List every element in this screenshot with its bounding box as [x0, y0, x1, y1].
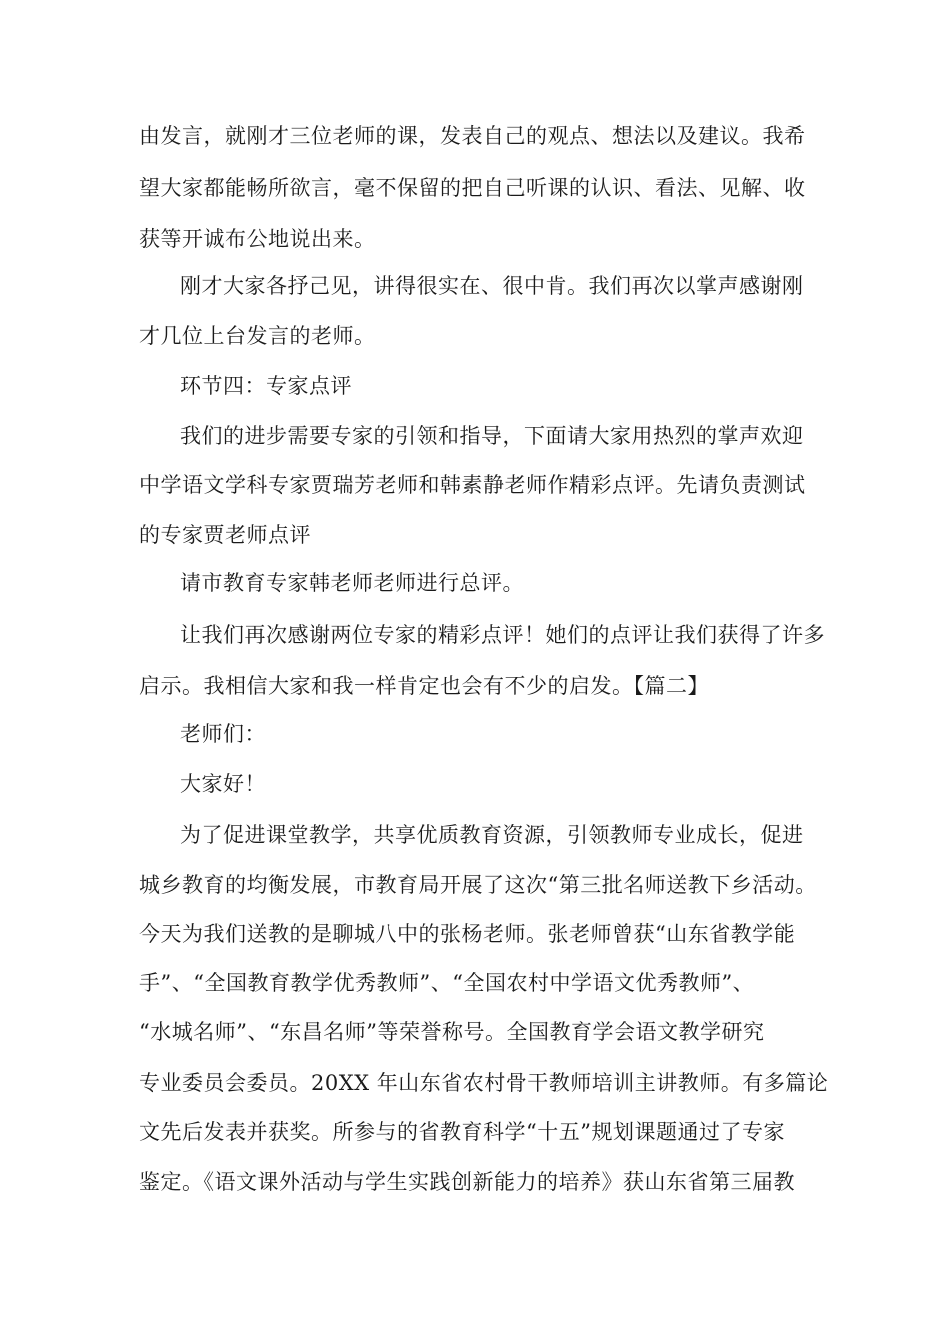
text-line: 今天为我们送教的是聊城八中的张杨老师。张老师曾获“山东省教学能	[139, 922, 796, 946]
greeting: 大家好！	[180, 772, 266, 796]
text-line: 启示。我相信大家和我一样肯定也会有不少的启发。【篇二】	[139, 674, 709, 698]
text-line: 文先后发表并获奖。所参与的省教育科学“十五”规划课题通过了专家	[139, 1120, 785, 1144]
text-line: 城乡教育的均衡发展，市教育局开展了这次“第三批名师送教下乡活动。	[139, 873, 817, 897]
text-line: 专业委员会委员。20XX 年山东省农村骨干教师培训主讲教师。有多篇论	[139, 1071, 829, 1095]
text-line: 中学语文学科专家贾瑞芳老师和韩素静老师作精彩点评。先请负责测试	[139, 473, 806, 497]
section-heading: 环节四：专家点评	[180, 374, 352, 398]
text-line: 才几位上台发言的老师。	[139, 324, 376, 348]
text-line: “水城名师”、“东昌名师”等荣誉称号。全国教育学会语文教学研究	[139, 1020, 765, 1044]
text-line: 刚才大家各抒己见，讲得很实在、很中肯。我们再次以掌声感谢刚	[180, 274, 804, 298]
text-line: 获等开诚布公地说出来。	[139, 227, 376, 251]
text-line: 望大家都能畅所欲言，毫不保留的把自己听课的认识、看法、见解、收	[139, 176, 806, 200]
text-line: 手”、“全国教育教学优秀教师”、“全国农村中学语文优秀教师”、	[139, 971, 755, 995]
text-line: 的专家贾老师点评	[139, 523, 311, 547]
greeting: 老师们：	[180, 722, 266, 746]
text-line: 由发言，就刚才三位老师的课，发表自己的观点、想法以及建议。我希	[139, 124, 806, 148]
text-line: 我们的进步需要专家的引领和指导，下面请大家用热烈的掌声欢迎	[180, 424, 804, 448]
text-line: 让我们再次感谢两位专家的精彩点评！她们的点评让我们获得了许多	[180, 623, 825, 647]
text-line: 为了促进课堂教学，共享优质教育资源，引领教师专业成长，促进	[180, 823, 804, 847]
text-line: 请市教育专家韩老师老师进行总评。	[180, 571, 524, 595]
text-line: 鉴定。《语文课外活动与学生实践创新能力的培养》获山东省第三届教	[139, 1170, 795, 1194]
